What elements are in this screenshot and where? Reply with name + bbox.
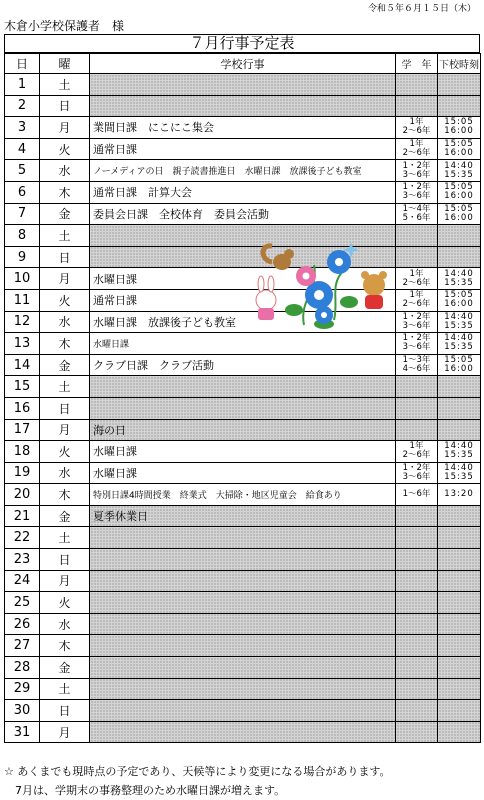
dismissal-time-cell: 14:40 15:35 [438, 268, 481, 290]
dismissal-time-cell: 15:05 16:00 [438, 181, 481, 203]
weekday-cell: 月 [40, 268, 90, 290]
day-cell: 17 [5, 419, 40, 441]
grade-cell [396, 246, 438, 268]
day-cell: 18 [5, 441, 40, 463]
day-cell: 14 [5, 354, 40, 376]
table-row [5, 225, 481, 247]
grade-cell: 1年 2～6年 [396, 117, 438, 139]
dismissal-time-cell: 15:05 16:00 [438, 354, 481, 376]
event-cell: 夏季休業日 [90, 505, 396, 527]
dismissal-time-cell: 15:05 16:00 [438, 289, 481, 311]
event-cell [90, 549, 396, 571]
grade-cell: 1・2年 3～6年 [396, 462, 438, 484]
day-cell: 3 [5, 117, 40, 139]
table-row [5, 181, 481, 203]
weekday-cell: 木 [40, 635, 90, 657]
header-dismissal: 下校時刻 [438, 54, 481, 74]
note-line: ☆ あくまでも現時点の予定であり、天候等により変更になる場合があります。 [4, 765, 391, 778]
recipient: 木倉小学校保護者 様 [4, 19, 125, 33]
day-cell: 30 [5, 700, 40, 722]
weekday-cell: 金 [40, 354, 90, 376]
grade-cell [396, 700, 438, 722]
weekday-cell: 水 [40, 613, 90, 635]
table-row [5, 527, 481, 549]
weekday-cell: 火 [40, 441, 90, 463]
grade-cell: 1・2年 3～6年 [396, 181, 438, 203]
dismissal-time-cell [438, 657, 481, 679]
day-cell: 22 [5, 527, 40, 549]
summer-illustration [244, 240, 394, 330]
day-cell: 11 [5, 289, 40, 311]
day-cell: 16 [5, 397, 40, 419]
grade-cell [396, 657, 438, 679]
header-day: 日 [5, 54, 40, 74]
weekday-cell: 水 [40, 160, 90, 182]
day-cell: 31 [5, 721, 40, 743]
table-row [5, 484, 481, 506]
grade-cell: 1年 2～6年 [396, 441, 438, 463]
weekday-cell: 土 [40, 678, 90, 700]
dismissal-time-cell [438, 635, 481, 657]
table-row [5, 117, 481, 139]
weekday-cell: 日 [40, 397, 90, 419]
dismissal-time-cell: 14:40 15:35 [438, 333, 481, 355]
event-cell [90, 592, 396, 614]
day-cell: 5 [5, 160, 40, 182]
weekday-cell: 木 [40, 181, 90, 203]
table-row [5, 311, 481, 333]
grade-cell: 1年 2～6年 [396, 268, 438, 290]
dismissal-time-cell: 15:05 16:00 [438, 203, 481, 225]
grade-cell [396, 74, 438, 96]
grade-cell [396, 397, 438, 419]
event-cell: 海の日 [90, 419, 396, 441]
day-cell: 19 [5, 462, 40, 484]
weekday-cell: 日 [40, 95, 90, 117]
dismissal-time-cell: 15:05 16:00 [438, 138, 481, 160]
grade-cell [396, 721, 438, 743]
grade-cell: 1・2年 3～6年 [396, 160, 438, 182]
dismissal-time-cell [438, 527, 481, 549]
event-cell: クラブ日課 クラブ活動 [90, 354, 396, 376]
dismissal-time-cell: 14:40 15:35 [438, 160, 481, 182]
table-row [5, 635, 481, 657]
event-cell: 特別日課4時間授業 終業式 大掃除・地区児童会 給食あり [90, 484, 396, 506]
event-cell [90, 657, 396, 679]
event-cell [90, 527, 396, 549]
table-row [5, 397, 481, 419]
weekday-cell: 木 [40, 484, 90, 506]
weekday-cell: 土 [40, 376, 90, 398]
weekday-cell: 木 [40, 333, 90, 355]
table-row [5, 592, 481, 614]
day-cell: 6 [5, 181, 40, 203]
weekday-cell: 日 [40, 246, 90, 268]
dismissal-time-cell: 14:40 15:35 [438, 441, 481, 463]
grade-cell [396, 225, 438, 247]
grade-cell [396, 570, 438, 592]
weekday-cell: 月 [40, 570, 90, 592]
day-cell: 13 [5, 333, 40, 355]
dismissal-time-cell [438, 505, 481, 527]
event-cell [90, 613, 396, 635]
event-cell [90, 635, 396, 657]
grade-cell [396, 613, 438, 635]
table-row [5, 549, 481, 571]
table-row [5, 613, 481, 635]
grade-cell [396, 95, 438, 117]
day-cell: 4 [5, 138, 40, 160]
weekday-cell: 日 [40, 549, 90, 571]
day-cell: 29 [5, 678, 40, 700]
dismissal-time-cell [438, 376, 481, 398]
grade-cell [396, 549, 438, 571]
event-cell: 水曜日課 [90, 333, 396, 355]
grade-cell: 1年 2～6年 [396, 289, 438, 311]
weekday-cell: 月 [40, 117, 90, 139]
table-row [5, 570, 481, 592]
dismissal-time-cell: 15:05 16:00 [438, 117, 481, 139]
day-cell: 15 [5, 376, 40, 398]
table-row [5, 657, 481, 679]
table-row [5, 74, 481, 96]
dismissal-time-cell [438, 678, 481, 700]
event-cell: 通常日課 計算大会 [90, 181, 396, 203]
table-row [5, 441, 481, 463]
weekday-cell: 月 [40, 419, 90, 441]
dismissal-time-cell [438, 419, 481, 441]
grade-cell: 1～6年 [396, 484, 438, 506]
weekday-cell: 土 [40, 527, 90, 549]
day-cell: 24 [5, 570, 40, 592]
grade-cell: 1・2年 3～6年 [396, 333, 438, 355]
table-row [5, 246, 481, 268]
day-cell: 28 [5, 657, 40, 679]
weekday-cell: 火 [40, 592, 90, 614]
issue-date: 令和５年６月１５日（木） [367, 4, 476, 14]
grade-cell [396, 678, 438, 700]
day-cell: 26 [5, 613, 40, 635]
weekday-cell: 水 [40, 462, 90, 484]
grade-cell [396, 635, 438, 657]
table-row [5, 354, 481, 376]
table-row [5, 289, 481, 311]
event-cell [90, 721, 396, 743]
day-cell: 7 [5, 203, 40, 225]
day-cell: 27 [5, 635, 40, 657]
weekday-cell: 火 [40, 289, 90, 311]
day-cell: 23 [5, 549, 40, 571]
event-cell [90, 700, 396, 722]
grade-cell [396, 419, 438, 441]
day-cell: 21 [5, 505, 40, 527]
event-cell: 水曜日課 [90, 441, 396, 463]
table-header-row [5, 54, 481, 74]
event-cell [90, 376, 396, 398]
day-cell: 20 [5, 484, 40, 506]
grade-cell [396, 592, 438, 614]
dismissal-time-cell: 14:40 15:35 [438, 311, 481, 333]
table-row [5, 462, 481, 484]
day-cell: 12 [5, 311, 40, 333]
dismissal-time-cell [438, 570, 481, 592]
table-row [5, 160, 481, 182]
day-cell: 25 [5, 592, 40, 614]
event-cell [90, 397, 396, 419]
event-cell [90, 74, 396, 96]
header-grade: 学 年 [396, 54, 438, 74]
dismissal-time-cell: 13:20 [438, 484, 481, 506]
event-cell: 通常日課 [90, 138, 396, 160]
notes [4, 762, 390, 800]
weekday-cell: 土 [40, 74, 90, 96]
dismissal-time-cell: 14:40 15:35 [438, 462, 481, 484]
table-row [5, 721, 481, 743]
weekday-cell: 月 [40, 721, 90, 743]
weekday-cell: 土 [40, 225, 90, 247]
event-cell [90, 95, 396, 117]
table-row [5, 268, 481, 290]
weekday-cell: 金 [40, 203, 90, 225]
page-title: ７月行事予定表 [4, 34, 480, 53]
day-cell: 8 [5, 225, 40, 247]
event-cell: 水曜日課 [90, 462, 396, 484]
table-row [5, 678, 481, 700]
weekday-cell: 火 [40, 138, 90, 160]
event-cell: 業間日課 にこにこ集会 [90, 117, 396, 139]
table-row [5, 419, 481, 441]
day-cell: 1 [5, 74, 40, 96]
grade-cell: 1年 2～6年 [396, 138, 438, 160]
dismissal-time-cell [438, 721, 481, 743]
event-cell: ノーメディアの日 親子読書推進日 水曜日課 放課後子ども教室 [90, 160, 396, 182]
weekday-cell: 水 [40, 311, 90, 333]
header-event: 学校行事 [90, 54, 396, 74]
header-dow: 曜 [40, 54, 90, 74]
event-cell: 通常日課 [90, 289, 396, 311]
table-row [5, 376, 481, 398]
dismissal-time-cell [438, 700, 481, 722]
event-cell: 水曜日課 放課後子ども教室 [90, 311, 396, 333]
dismissal-time-cell [438, 246, 481, 268]
day-cell: 9 [5, 246, 40, 268]
table-row [5, 333, 481, 355]
day-cell: 10 [5, 268, 40, 290]
weekday-cell: 金 [40, 505, 90, 527]
dismissal-time-cell [438, 95, 481, 117]
event-cell [90, 570, 396, 592]
event-cell: 委員会日課 全校体育 委員会活動 [90, 203, 396, 225]
grade-cell [396, 527, 438, 549]
table-row [5, 138, 481, 160]
day-cell: 2 [5, 95, 40, 117]
dismissal-time-cell [438, 397, 481, 419]
grade-cell: 1～3年 4～6年 [396, 354, 438, 376]
grade-cell: 1・2年 3～6年 [396, 311, 438, 333]
note-line: 7月は、学期末の事務整理のため水曜日課が増えます。 [4, 784, 286, 797]
table-row [5, 203, 481, 225]
dismissal-time-cell [438, 592, 481, 614]
dismissal-time-cell [438, 225, 481, 247]
event-cell [90, 678, 396, 700]
weekday-cell: 日 [40, 700, 90, 722]
weekday-cell: 金 [40, 657, 90, 679]
schedule-table [4, 53, 481, 743]
grade-cell [396, 505, 438, 527]
grade-cell [396, 376, 438, 398]
grade-cell: 1～4年 5・6年 [396, 203, 438, 225]
dismissal-time-cell [438, 613, 481, 635]
dismissal-time-cell [438, 549, 481, 571]
dismissal-time-cell [438, 74, 481, 96]
table-row [5, 95, 481, 117]
table-row [5, 505, 481, 527]
event-cell: 水曜日課 [90, 268, 396, 290]
table-row [5, 700, 481, 722]
